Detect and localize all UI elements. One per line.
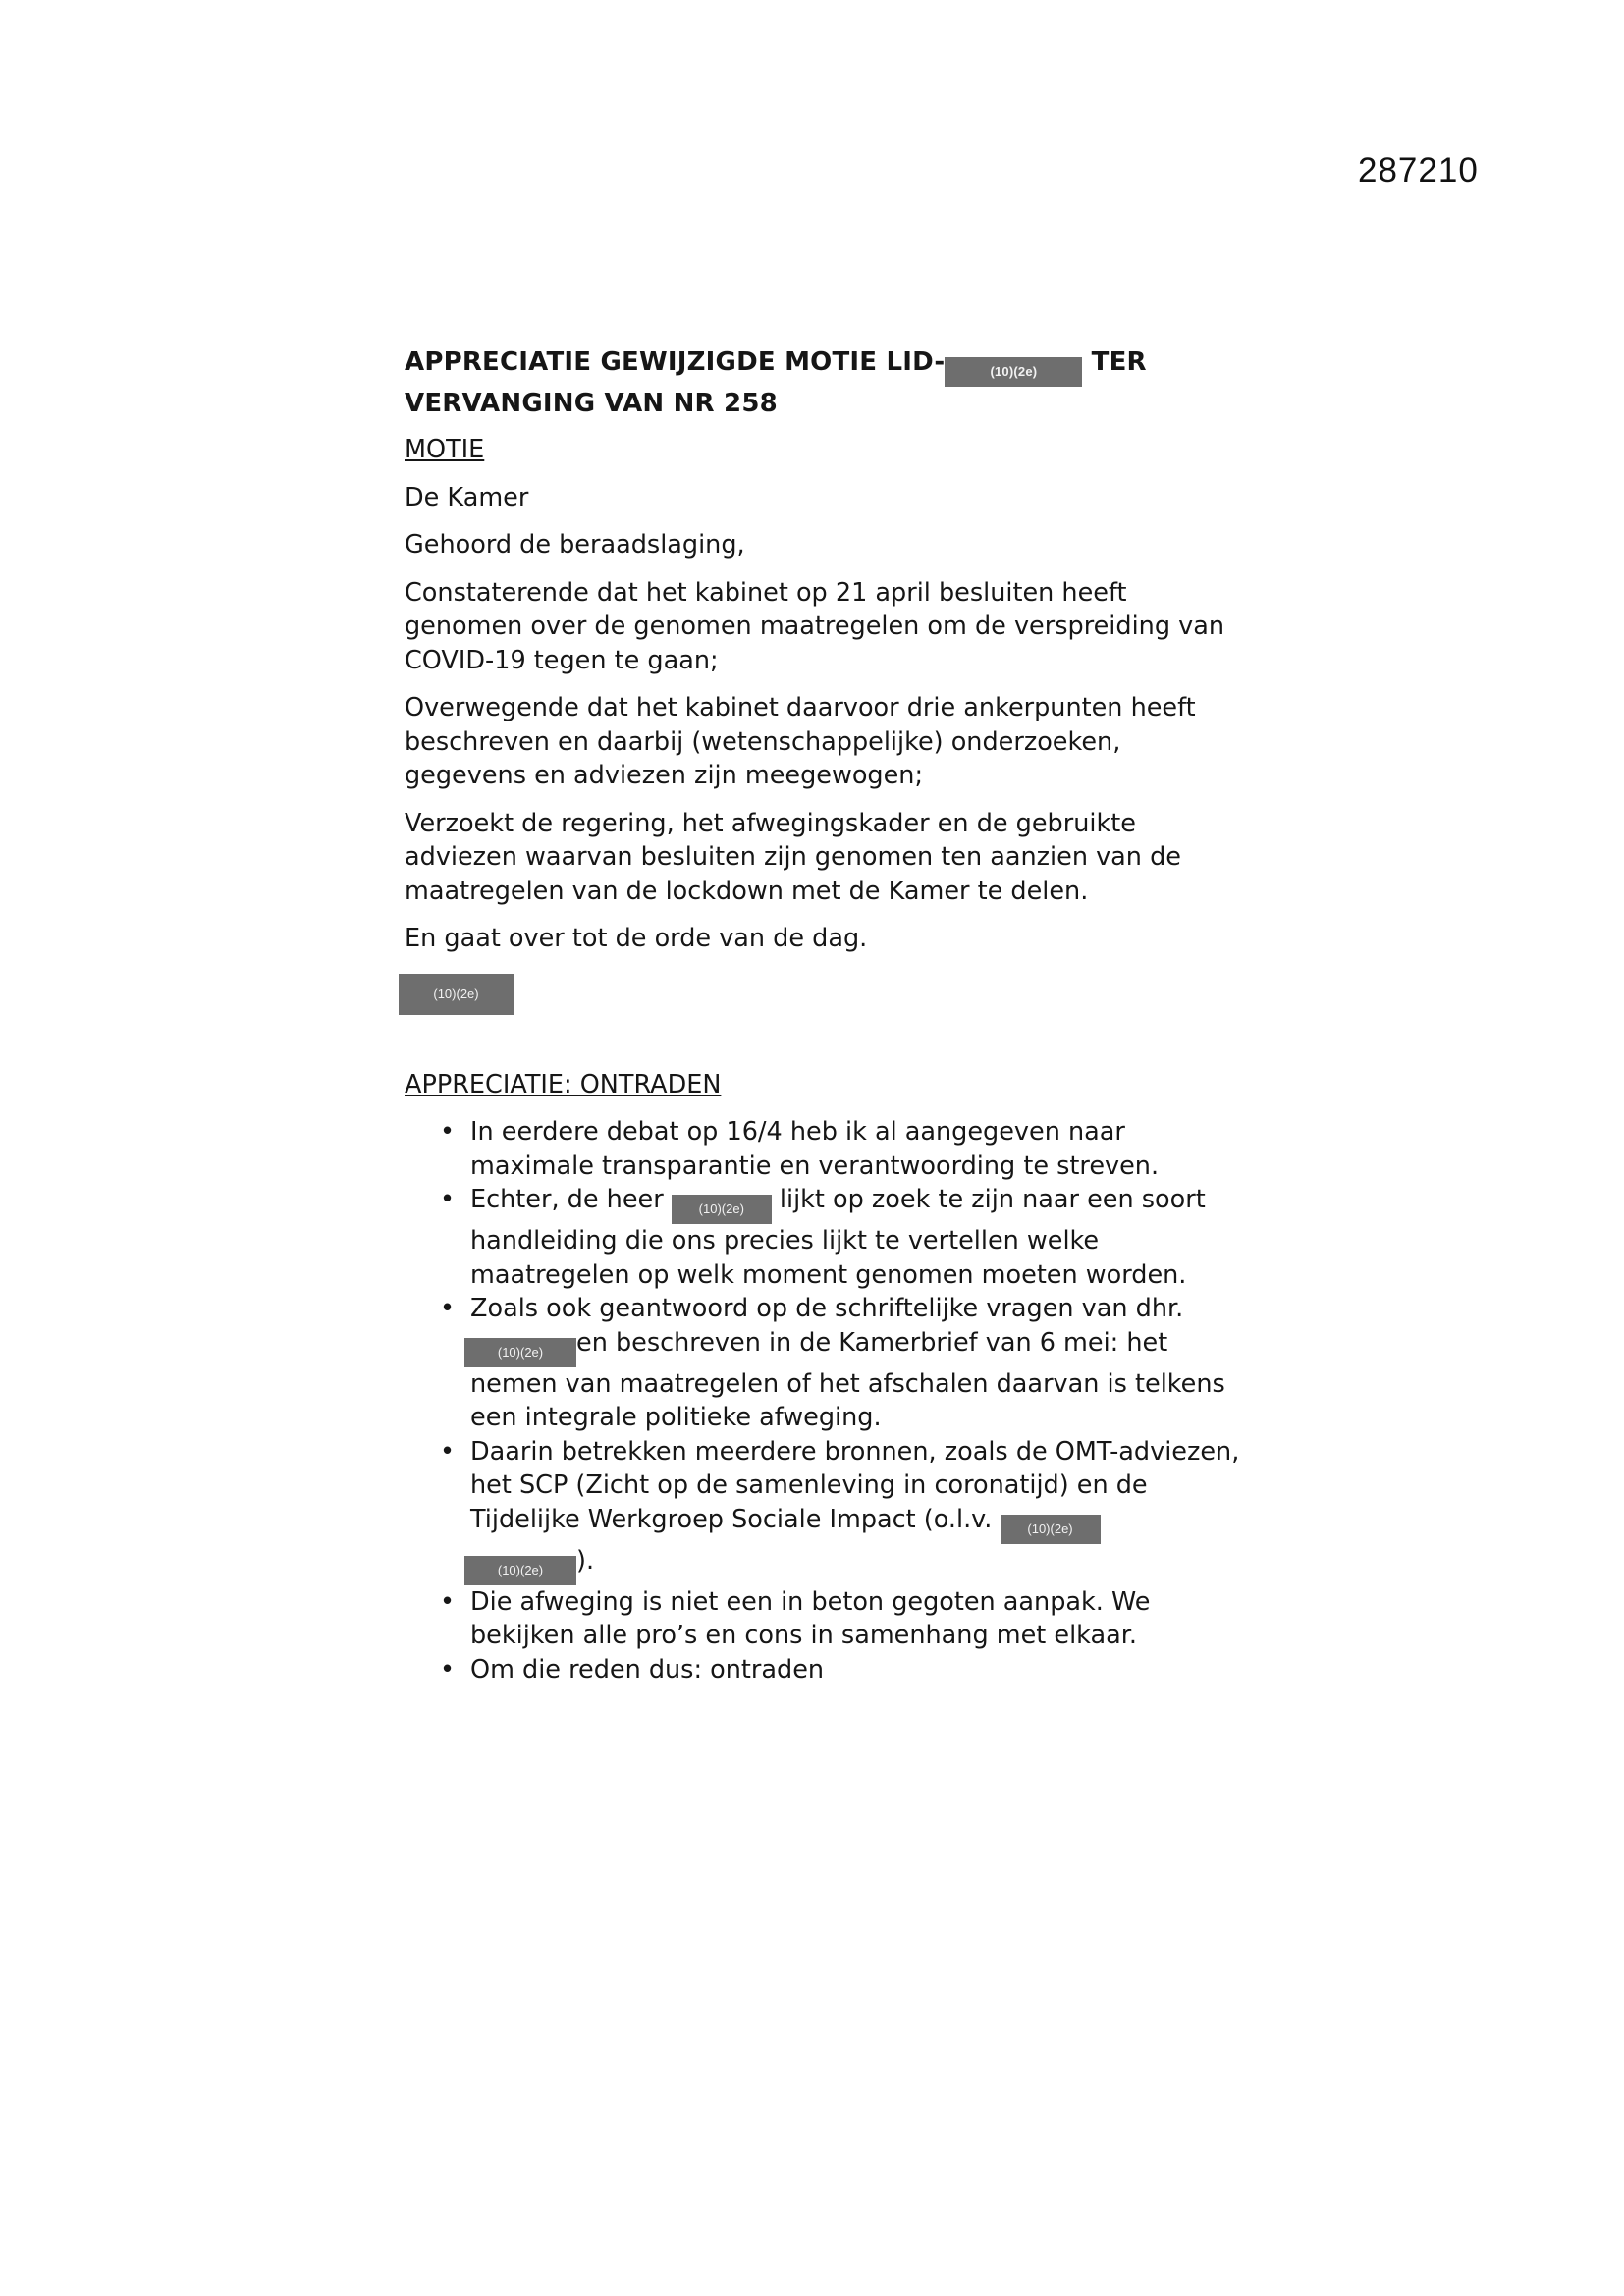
bullet-text: en beschreven in de Kamerbrief van 6 mei: het nemen van maatregelen of het afschalen daarvan is telkens een integrale politieke afweging. xyxy=(470,1327,1225,1432)
document-body xyxy=(405,346,1249,1686)
redaction-block: (10)(2e) xyxy=(945,357,1082,387)
list-item xyxy=(405,1435,1249,1585)
title-line1-end: TER xyxy=(1091,347,1147,377)
bullet-glyph: • xyxy=(440,1654,456,1684)
bullet-glyph: • xyxy=(440,1436,456,1467)
appreciatie-list xyxy=(405,1115,1249,1686)
bullet-glyph: • xyxy=(440,1586,456,1617)
list-item xyxy=(405,1653,1249,1687)
paragraph-orde: En gaat over tot de orde van de dag. xyxy=(405,924,868,953)
bullet-text: Om die reden dus: ontraden xyxy=(470,1654,825,1684)
bullet-text: lijkt op zoek te zijn naar een soort handleiding die ons precies lijkt te vertellen welke maatregelen op welk moment genomen moeten worden. xyxy=(470,1185,1206,1290)
bullet-glyph: • xyxy=(440,1117,456,1147)
bullet-text: Zoals ook geantwoord op de schriftelijke vragen van dhr. xyxy=(470,1294,1184,1323)
bullet-text: ). xyxy=(576,1545,595,1575)
redaction-block: (10)(2e) xyxy=(672,1195,772,1224)
title-line2: VERVANGING VAN NR 258 xyxy=(405,389,778,418)
list-item xyxy=(405,1115,1249,1183)
bullet-text: Echter, de heer xyxy=(470,1185,664,1214)
gehoord-line: Gehoord de beraadslaging, xyxy=(405,530,745,560)
redaction-block: (10)(2e) xyxy=(1001,1515,1101,1544)
list-item xyxy=(405,1183,1249,1292)
redaction-block: (10)(2e) xyxy=(464,1338,576,1367)
list-item xyxy=(405,1585,1249,1653)
redaction-signature: (10)(2e) xyxy=(399,974,514,1015)
paragraph-verzoekt: Verzoekt de regering, het afwegingskader en de gebruikte adviezen waarvan besluiten zijn genomen ten aanzien van de maatregelen van de lockdown met de Kamer te delen. xyxy=(405,808,1181,906)
paragraph-overwegende: Overwegende dat het kabinet daarvoor drie ankerpunten heeft beschreven en daarbij (wetenschappelijke) onderzoeken, gegevens en adviezen zijn meegewogen; xyxy=(405,693,1196,790)
bullet-text: Daarin betrekken meerdere bronnen, zoals de OMT-adviezen, het SCP (Zicht op de samenleving in coronatijd) en de Tijdelijke Werkgroep Sociale Impact (o.l.v. xyxy=(470,1436,1240,1534)
redaction-block: (10)(2e) xyxy=(464,1556,576,1585)
document-title xyxy=(405,346,1249,420)
list-item xyxy=(405,1292,1249,1435)
motie-heading: MOTIE xyxy=(405,435,485,464)
bullet-text: Die afweging is niet een in beton gegoten aanpak. We bekijken alle pro’s en cons in samenhang met elkaar. xyxy=(470,1586,1151,1650)
title-line1-start: APPRECIATIE GEWIJZIGDE MOTIE LID- xyxy=(405,347,946,377)
bullet-glyph: • xyxy=(440,1185,456,1214)
document-number: 287210 xyxy=(1358,151,1479,189)
appreciatie-heading: APPRECIATIE: ONTRADEN xyxy=(405,1069,722,1099)
kamer-line: De Kamer xyxy=(405,482,529,512)
bullet-text: In eerdere debat op 16/4 heb ik al aangegeven naar maximale transparantie en verantwoording te streven. xyxy=(470,1117,1160,1181)
paragraph-constaterende: Constaterende dat het kabinet op 21 april besluiten heeft genomen over de genomen maatregelen om de verspreiding van COVID-19 tegen te gaan; xyxy=(405,577,1225,675)
bullet-glyph: • xyxy=(440,1294,456,1323)
